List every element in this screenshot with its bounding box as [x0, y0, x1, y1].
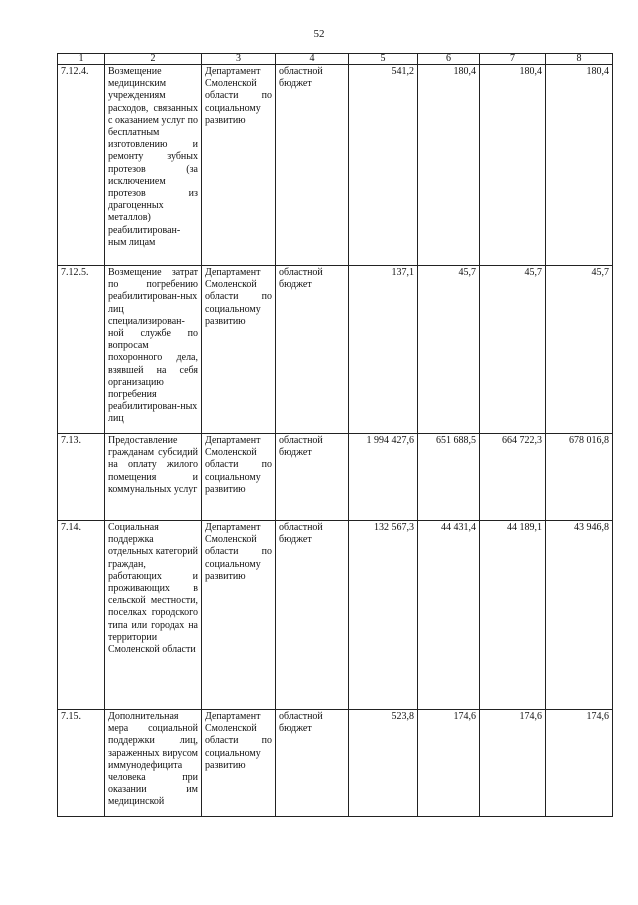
column-header: 5 [349, 54, 418, 65]
item-year-3: 43 946,8 [546, 521, 613, 710]
item-total: 137,1 [349, 266, 418, 434]
item-number: 7.12.4. [58, 65, 105, 266]
item-year-1: 44 431,4 [418, 521, 480, 710]
item-year-2: 44 189,1 [480, 521, 546, 710]
column-header: 2 [105, 54, 202, 65]
item-description: Социальная поддержка отдельных категорий граждан, работающих и проживающих в сельской местности, поселках городского типа или городах на территории Смоленской области [105, 521, 202, 710]
item-year-2: 180,4 [480, 65, 546, 266]
column-header: 1 [58, 54, 105, 65]
table-row [58, 65, 613, 266]
item-number: 7.13. [58, 434, 105, 521]
item-funding-source: областной бюджет [276, 266, 349, 434]
item-description: Возмещение затрат по погребению реабилитирован-ных лиц специализирован-ной службе по вопросам похоронного дела, взявшей на себя организацию погребения реабилитирован-ных лиц [105, 266, 202, 434]
item-number: 7.14. [58, 521, 105, 710]
item-year-1: 174,6 [418, 710, 480, 817]
header-row [58, 54, 613, 65]
column-header: 4 [276, 54, 349, 65]
item-funding-source: областной бюджет [276, 65, 349, 266]
item-description: Возмещение медицинским учреждениям расходов, связанных с оказанием услуг по бесплатным изготовлению и ремонту зубных протезов (за исключением протезов из драгоценных металлов) реабилитирован-ным лицам [105, 65, 202, 266]
item-department: Департамент Смоленской области по социальному развитию [202, 65, 276, 266]
item-year-3: 45,7 [546, 266, 613, 434]
table-row [58, 266, 613, 434]
budget-table [57, 53, 613, 817]
item-department: Департамент Смоленской области по социальному развитию [202, 266, 276, 434]
column-header: 7 [480, 54, 546, 65]
column-header: 8 [546, 54, 613, 65]
item-funding-source: областной бюджет [276, 710, 349, 817]
page-number: 52 [313, 28, 325, 40]
item-year-1: 45,7 [418, 266, 480, 434]
item-year-2: 45,7 [480, 266, 546, 434]
item-year-1: 651 688,5 [418, 434, 480, 521]
item-year-2: 664 722,3 [480, 434, 546, 521]
column-header: 6 [418, 54, 480, 65]
item-funding-source: областной бюджет [276, 521, 349, 710]
item-funding-source: областной бюджет [276, 434, 349, 521]
item-number: 7.15. [58, 710, 105, 817]
item-year-3: 174,6 [546, 710, 613, 817]
item-number: 7.12.5. [58, 266, 105, 434]
item-year-3: 678 016,8 [546, 434, 613, 521]
column-header: 3 [202, 54, 276, 65]
item-description: Дополнительная мера социальной поддержки лиц, зараженных вирусом иммунодефицита человека при оказании им медицинской [105, 710, 202, 817]
item-year-1: 180,4 [418, 65, 480, 266]
table-row [58, 710, 613, 817]
item-total: 1 994 427,6 [349, 434, 418, 521]
item-department: Департамент Смоленской области по социальному развитию [202, 521, 276, 710]
item-department: Департамент Смоленской области по социальному развитию [202, 434, 276, 521]
item-year-3: 180,4 [546, 65, 613, 266]
item-total: 523,8 [349, 710, 418, 817]
item-total: 541,2 [349, 65, 418, 266]
item-year-2: 174,6 [480, 710, 546, 817]
item-total: 132 567,3 [349, 521, 418, 710]
table-row [58, 521, 613, 710]
table-row [58, 434, 613, 521]
item-department: Департамент Смоленской области по социальному развитию [202, 710, 276, 817]
item-description: Предоставление гражданам субсидий на оплату жилого помещения и коммунальных услуг [105, 434, 202, 521]
